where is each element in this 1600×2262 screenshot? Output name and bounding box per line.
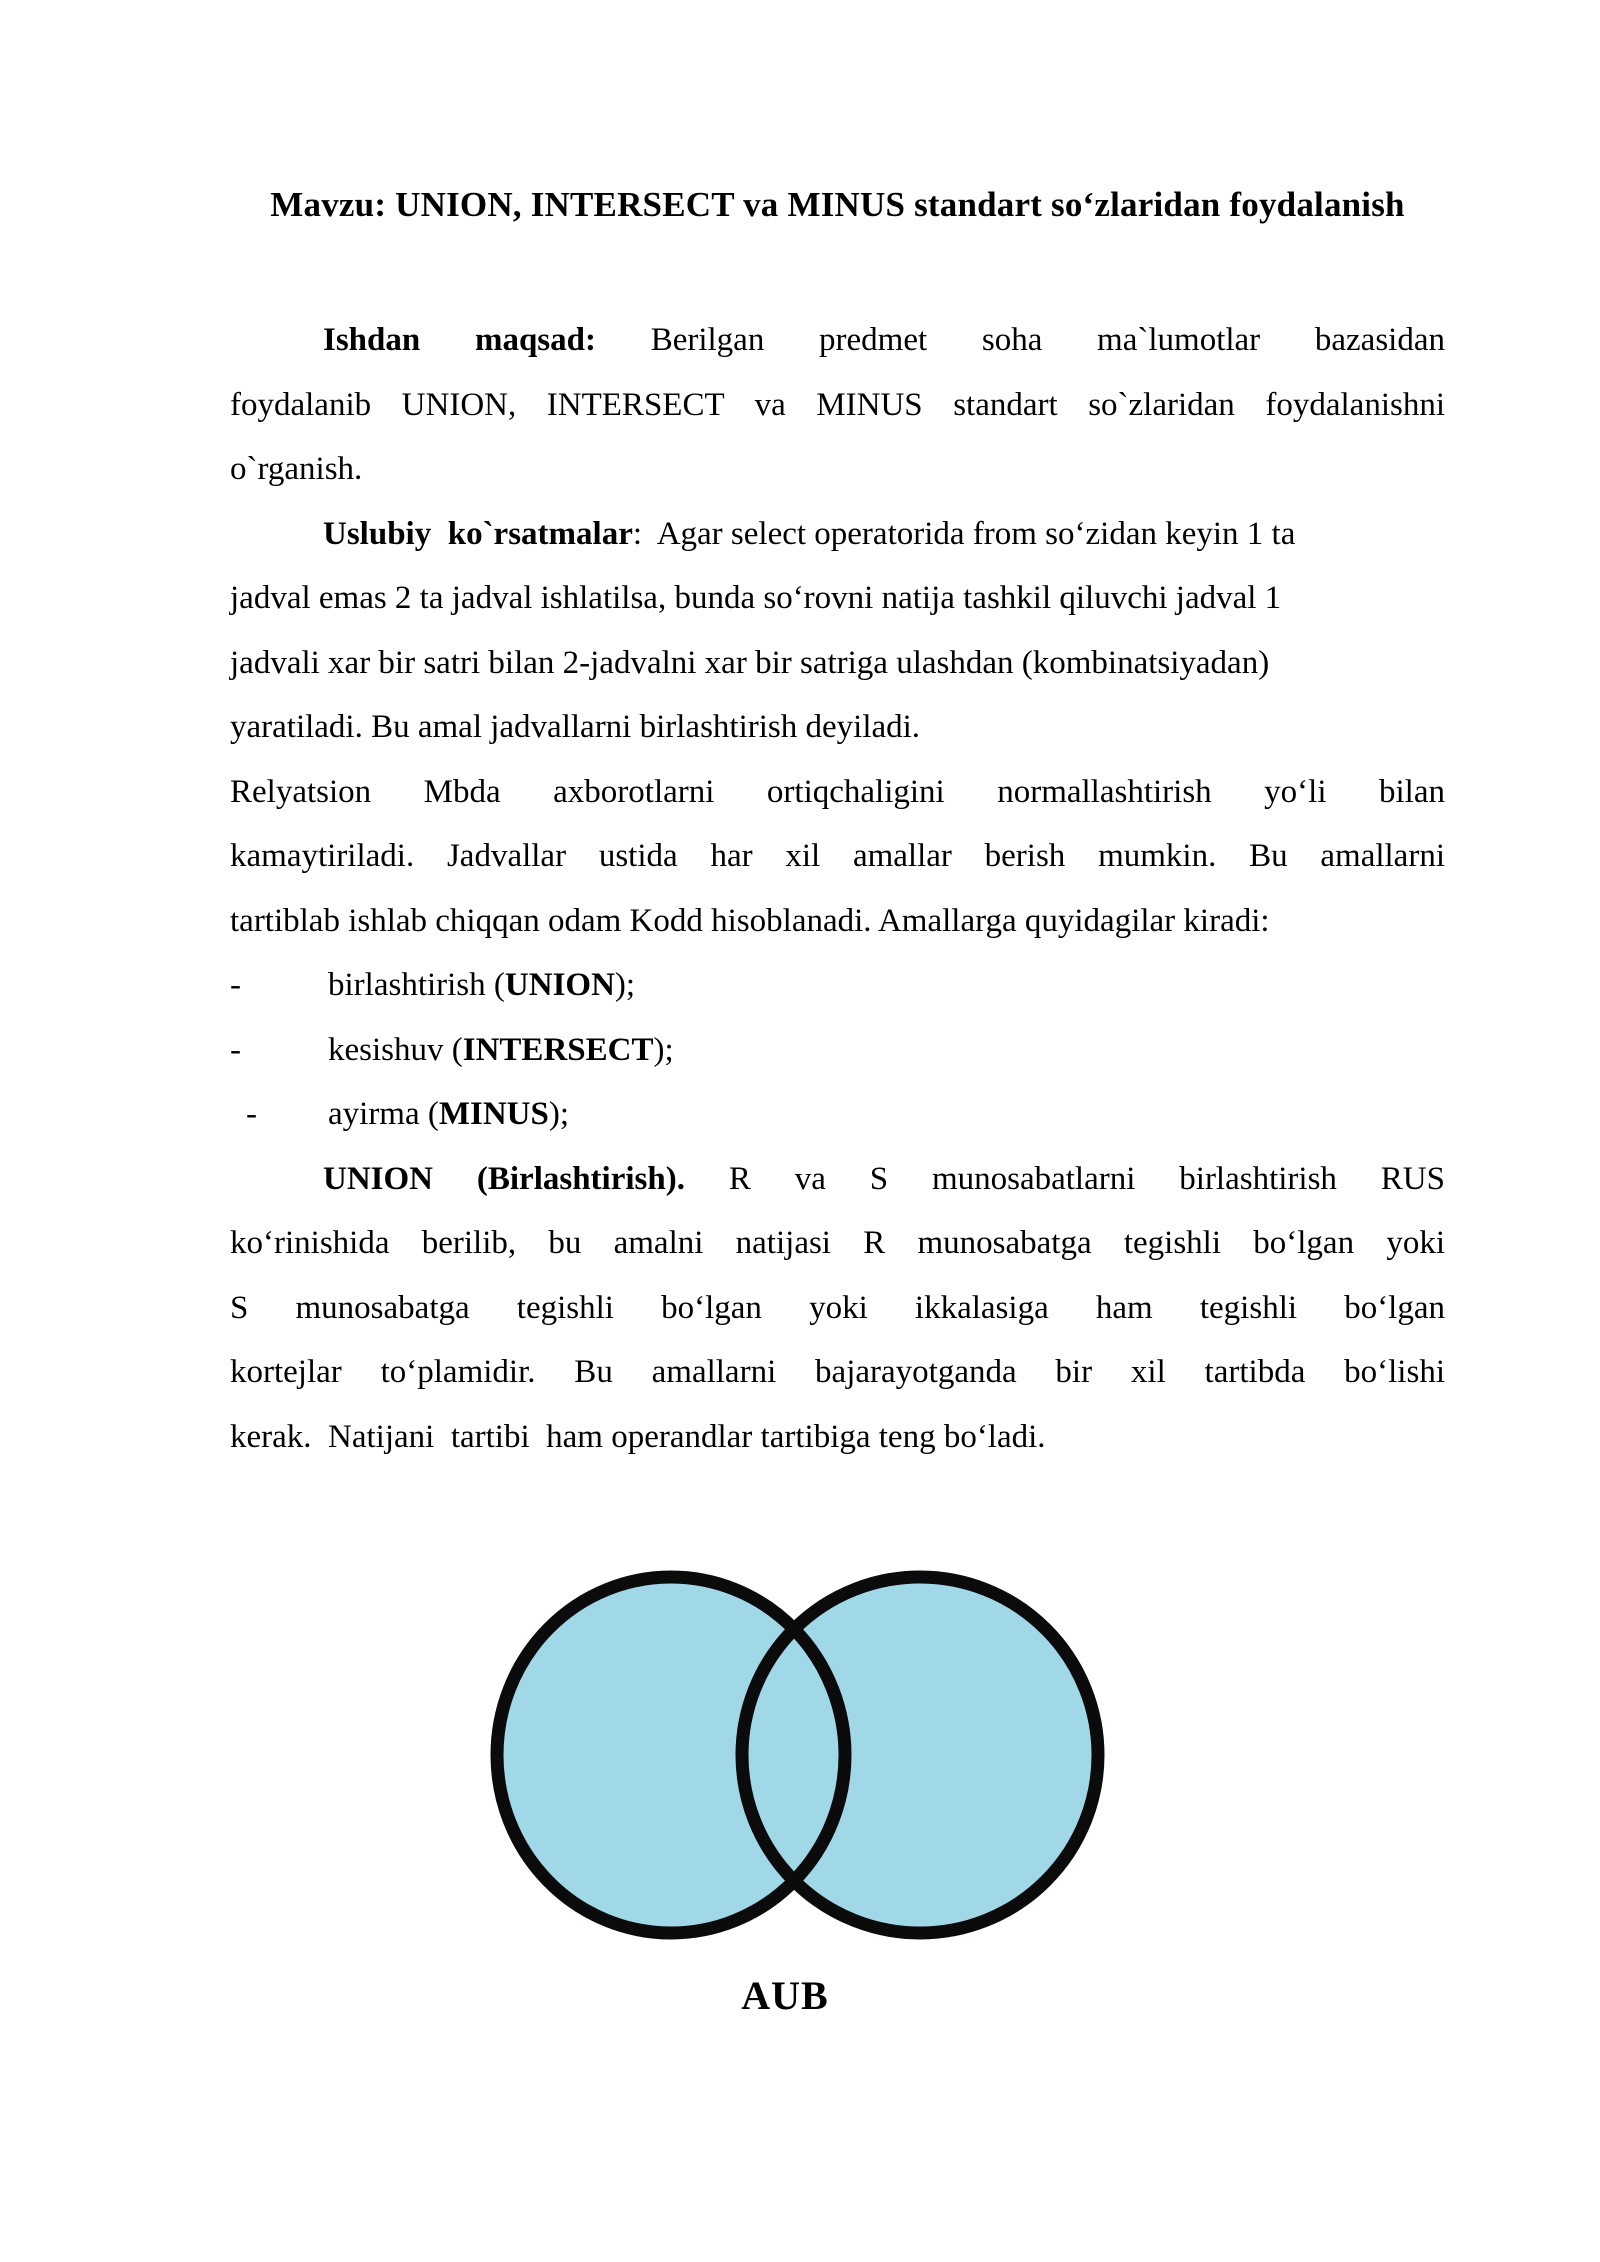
text: yaratiladi. Bu amal jadvallarni birlashtirish deyiladi. [230,709,921,745]
bold-text: Ishdan maqsad: [323,322,596,358]
bold-text: INTERSECT [462,1031,654,1068]
text-line [230,1147,1445,1212]
text-line [230,824,1445,889]
paragraph-ishdan-maqsad [230,308,1445,502]
text-line [230,502,1445,567]
page-title: Mavzu: UNION, INTERSECT va MINUS standart so‘zlaridan foydalanish [270,185,1405,224]
text: jadval emas 2 ta jadval ishlatilsa, bunda so‘rovni natija tashkil qiluvchi jadval 1 [230,580,1282,616]
text-line [230,373,1445,438]
paragraph-relyatsion [230,760,1445,954]
text: ); [614,967,636,1003]
text: S munosabatga tegishli bo‘lgan yoki ikkalasiga ham tegishli bo‘lgan [230,1289,1445,1326]
text-line [230,437,1445,502]
text: ); [653,1031,674,1068]
list-item [230,1018,1445,1083]
list-item-text [328,1082,569,1147]
list-item [230,953,1445,1018]
venn-diagram [455,1540,1115,1960]
text-line [230,695,1445,760]
text: kesishuv ( [328,1031,463,1068]
text: tartiblab ishlab chiqqan odam Kodd hisoblanadi. Amallarga quyidagilar kiradi: [230,902,1270,939]
paragraph-uslubiy-korsatmalar [230,502,1445,760]
text: kamaytiriladi. Jadvallar ustida har xil amallar berish mumkin. Bu amallarni [230,838,1445,874]
list-item-text [328,1018,674,1083]
list-bullet-dash: - [230,1031,241,1068]
paragraph-union-birlashtirish [230,1147,1445,1470]
text: o`rganish. [230,451,363,487]
document-body [230,0,1445,1469]
text: kerak. Natijani tartibi ham operandlar tartibiga teng bo‘ladi. [230,1418,1046,1455]
text-line [230,1405,1445,1470]
text-line [230,760,1445,825]
text: foydalanib UNION, INTERSECT va MINUS standart so`zlaridan foydalanishni [230,386,1445,423]
bold-text: UNION [504,967,615,1003]
text-line [230,1340,1445,1405]
text: birlashtirish ( [328,967,505,1003]
list-item [230,1082,1445,1147]
bold-text: Uslubiy ko`rsatmalar [323,515,633,552]
text: ko‘rinishida berilib, bu amalni natijasi R munosabatga tegishli bo‘lgan yoki [230,1225,1445,1261]
text: Relyatsion Mbda axborotlarni ortiqchaligini normallashtirish yo‘li bilan [230,773,1445,810]
operations-list [230,953,1445,1147]
bold-text: MINUS [438,1096,549,1132]
list-bullet-dash: - [246,1096,257,1132]
text-line [230,631,1445,696]
text-line [230,889,1445,954]
text: ayirma ( [328,1096,439,1132]
text: jadvali xar bir satri bilan 2-jadvalni xar bir satriga ulashdan (kombinatsiyadan) [230,644,1270,681]
venn-caption: AUB [741,1973,829,2018]
text-line [230,1211,1445,1276]
text-line [230,308,1445,373]
text: R va S munosabatlarni birlashtirish RUS [684,1160,1445,1197]
text-line [230,1276,1445,1341]
text: Berilgan predmet soha ma`lumotlar bazasidan [595,322,1445,358]
text: : Agar select operatorida from so‘zidan keyin 1 ta [632,515,1296,552]
bold-text: UNION (Birlashtirish). [323,1160,685,1197]
text-line [230,566,1445,631]
text: ); [548,1096,570,1132]
list-bullet-dash: - [230,967,241,1003]
text: kortejlar to‘plamidir. Bu amallarni bajarayotganda bir xil tartibda bo‘lishi [230,1354,1445,1390]
list-item-text [328,953,635,1018]
